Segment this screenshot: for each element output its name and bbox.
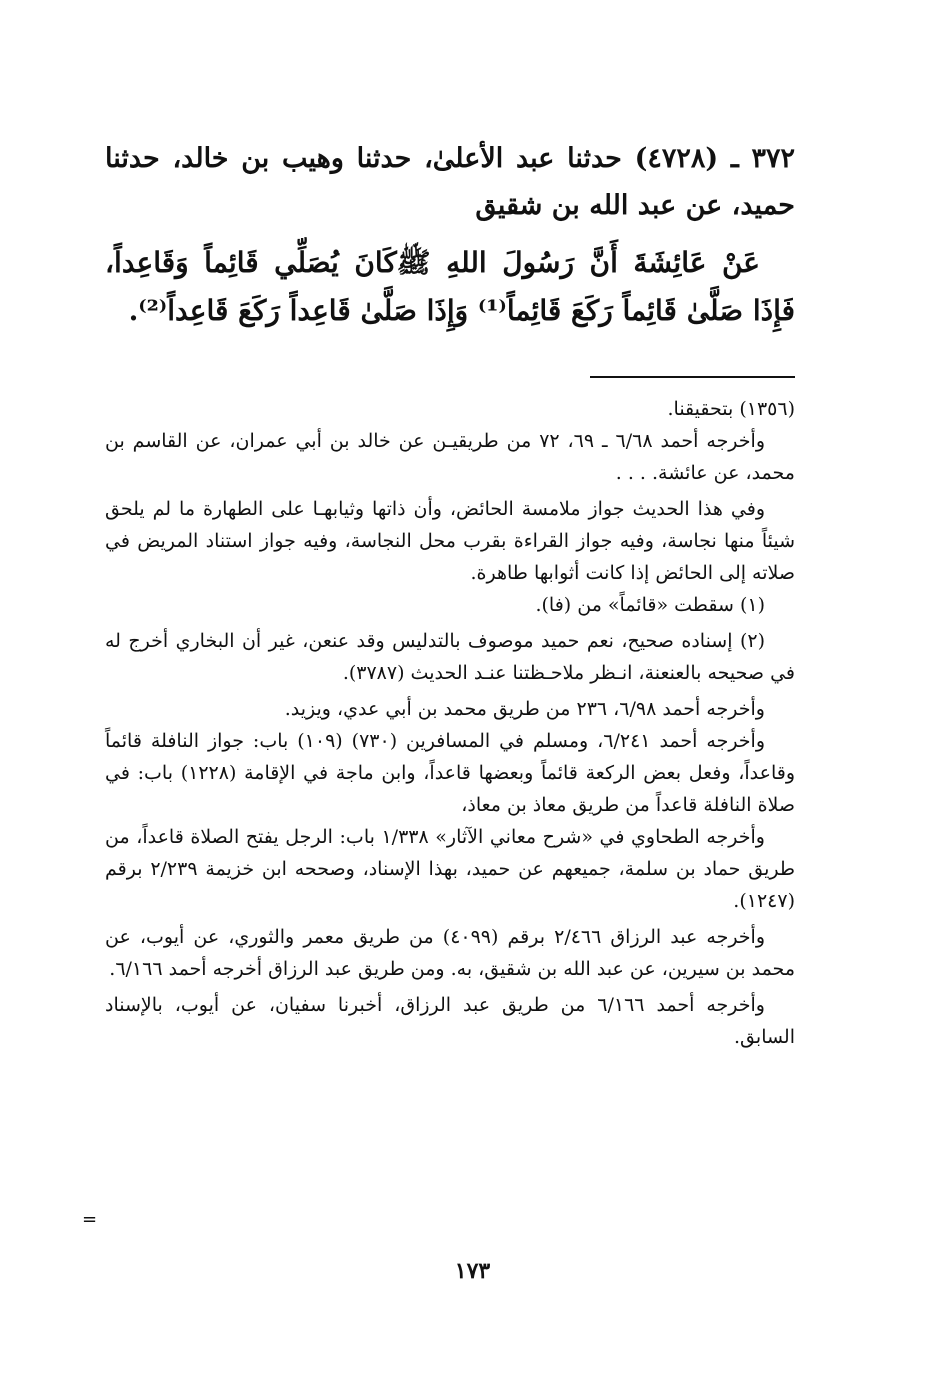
- footnote-line: وفي هذا الحديث جواز ملامسة الحائض، وأن ذاتها وثيابهـا على الطهارة ما لم يلحق شيئاً منها نجاسة، وفيه جواز القراءة بقرب محل النجاسة، وفيه جواز استناد المريض في صلاته إلى الحائض إذا كانت أثوابها طاهرة.: [105, 498, 795, 584]
- footnote-line: وأخرجه أحمد ٦/٢٤١، ومسلم في المسافرين (٧٣٠) (١٠٩) باب: جواز النافلة قائماً وقاعداً، وفعل بعض الركعة قائماً وبعضها قاعداً، وابن ماجة في الإقامة (١٢٢٨) باب: في صلاة النافلة قاعداً من طريق معاذ بن معاذ،: [105, 730, 795, 816]
- footnote-separator: [590, 376, 795, 378]
- footnote-line: وأخرجه أحمد ٦/٩٨، ٢٣٦ من طريق محمد بن أبي عدي، ويزيد.: [284, 698, 765, 720]
- footnote-line: وأخرجه أحمد ٦/٦٨ ـ ٦٩، ٧٢ من طريقيـن عن خالد بن أبي عمران، عن القاسم بن محمد، عن عائشة. . . .: [105, 430, 795, 484]
- hadith-isnad: [105, 135, 795, 229]
- footnote-line: وأخرجه الطحاوي في «شرح معاني الآثار» ١/٣٣٨ باب: الرجل يفتح الصلاة قاعداً، من طريق حماد بن سلمة، جميعهم عن حميد، بهذا الإسناد، وصححه ابن خزيمة ٢/٢٣٩ برقم (١٢٤٧).: [105, 826, 795, 912]
- continuation-mark: =: [82, 1209, 98, 1230]
- footnotes: [105, 393, 795, 1053]
- hadith-matn: عَنْ عَائِشَةَ أَنَّ رَسُولَ اللهِ ﷺكَانَ يُصَلِّي قَائِماً وَقَاعِداً، فَإِذَا صَلَّىٰ قَائِماً رَكَعَ قَائِماً⁽¹⁾ وَإِذَا صَلَّىٰ قَاعِداً رَكَعَ قَاعِداً⁽²⁾.: [105, 246, 795, 327]
- footnote-line: (٢) إسناده صحيح، نعم حميد موصوف بالتدليس وقد عنعن، غير أن البخاري أخرج له في صحيحه بالعنعنة، انـظر ملاحـظتنا عنـد الحديث (٣٧٨٧).: [105, 630, 795, 684]
- hadith-number: ٣٧٢ ـ (٤٧٢٨): [634, 143, 795, 174]
- hadith-chain: حدثنا عبد الأعلىٰ، حدثنا وهيب بن خالد، حدثنا حميد، عن عبد الله بن شقيق: [105, 143, 795, 221]
- page-number: ١٧٣: [454, 1258, 491, 1284]
- footnote-line: وأخرجه أحمد ٦/١٦٦ من طريق عبد الرزاق، أخبرنا سفيان، عن أيوب، بالإسناد السابق.: [105, 994, 795, 1048]
- footnote-line: (١٣٥٦) بتحقيقنا.: [667, 398, 795, 420]
- footnote-line: (١) سقطت «قائماً» من (فا).: [535, 594, 765, 616]
- hadith-block: [105, 135, 795, 335]
- footnote-line: وأخرجه عبد الرزاق ٢/٤٦٦ برقم (٤٠٩٩) من طريق معمر والثوري، عن أيوب، عن محمد بن سيرين، عن عبد الله بن شقيق، به. ومن طريق عبد الرزاق أخرجه أحمد ٦/١٦٦.: [105, 926, 795, 980]
